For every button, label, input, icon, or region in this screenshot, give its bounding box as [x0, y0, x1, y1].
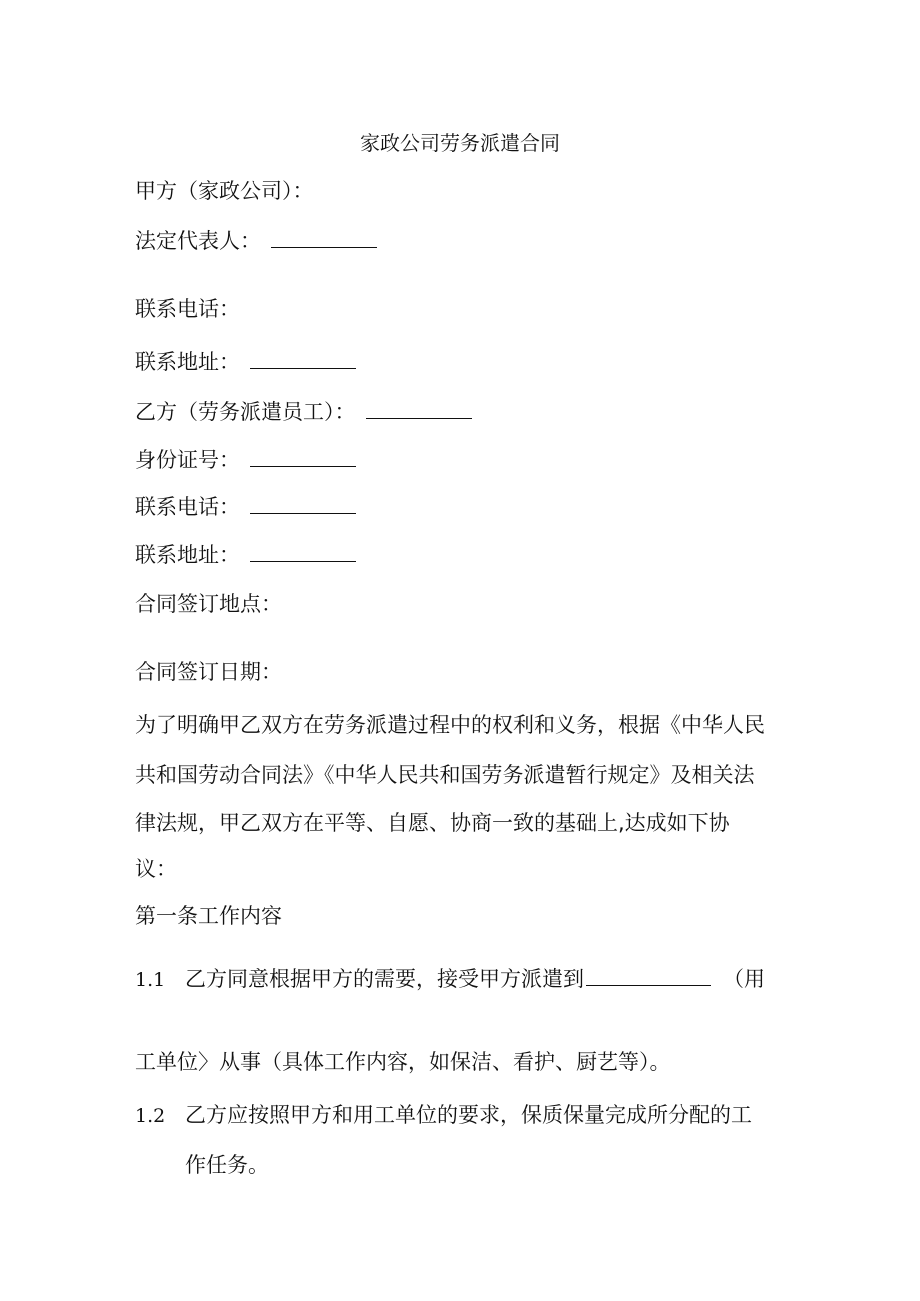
legal-rep-blank [271, 225, 377, 248]
clause-1-2-line-2: 作任务。 [185, 1153, 269, 1177]
party-b-name-blank [366, 396, 472, 419]
preamble-line-4: 议： [135, 857, 177, 881]
clause-1-2-line-1: 乙方应按照甲方和用工单位的要求，保质保量完成所分配的工 [185, 1103, 752, 1127]
preamble-line-3: 律法规，甲乙双方在平等、自愿、协商一致的基础上,达成如下协 [135, 811, 730, 835]
party-b-id-row [135, 444, 356, 475]
party-b-heading-row [135, 396, 472, 427]
clause-1-2-row [135, 1100, 752, 1131]
party-a-phone-label: 联系电话： [135, 297, 240, 321]
clause-1-1-row [135, 963, 765, 995]
clause-1-2-number: 1.2 [135, 1105, 166, 1127]
clause-1-1-text-after: （用 [723, 967, 765, 991]
preamble-line-1: 为了明确甲乙双方在劳务派遣过程中的权利和义务，根据《中华人民 [135, 713, 765, 737]
clause-1-1-number: 1.1 [135, 969, 166, 991]
party-b-heading: 乙方（劳务派遣员工）： [135, 400, 356, 424]
sign-date-label: 合同签订日期： [135, 660, 282, 684]
party-b-phone-label: 联系电话： [135, 495, 240, 519]
party-a-address-row [135, 346, 356, 377]
party-b-phone-row [135, 491, 356, 522]
party-a-heading: 甲方（家政公司）： [135, 179, 314, 203]
legal-rep-label: 法定代表人： [135, 229, 261, 253]
sign-place-label: 合同签订地点： [135, 592, 282, 616]
party-b-id-label: 身份证号： [135, 448, 240, 472]
party-b-phone-blank [250, 491, 356, 514]
workplace-blank [586, 963, 711, 986]
clause-1-1-continuation: 工单位〉从事（具体工作内容，如保洁、看护、厨艺等）。 [135, 1050, 671, 1074]
party-a-address-label: 联系地址： [135, 350, 240, 374]
legal-rep-row [135, 225, 377, 256]
document-title: 家政公司劳务派遣合同 [360, 131, 560, 155]
party-b-address-label: 联系地址： [135, 543, 240, 567]
party-b-address-blank [250, 539, 356, 562]
preamble-line-2: 共和国劳动合同法》《中华人民共和国劳务派遣暂行规定》及相关法 [135, 763, 755, 787]
party-b-id-blank [250, 444, 356, 467]
party-a-address-blank [250, 346, 356, 369]
article-1-heading: 第一条工作内容 [135, 904, 282, 928]
party-b-address-row [135, 539, 356, 570]
clause-1-1-text-before: 乙方同意根据甲方的需要，接受甲方派遣到 [185, 967, 584, 991]
